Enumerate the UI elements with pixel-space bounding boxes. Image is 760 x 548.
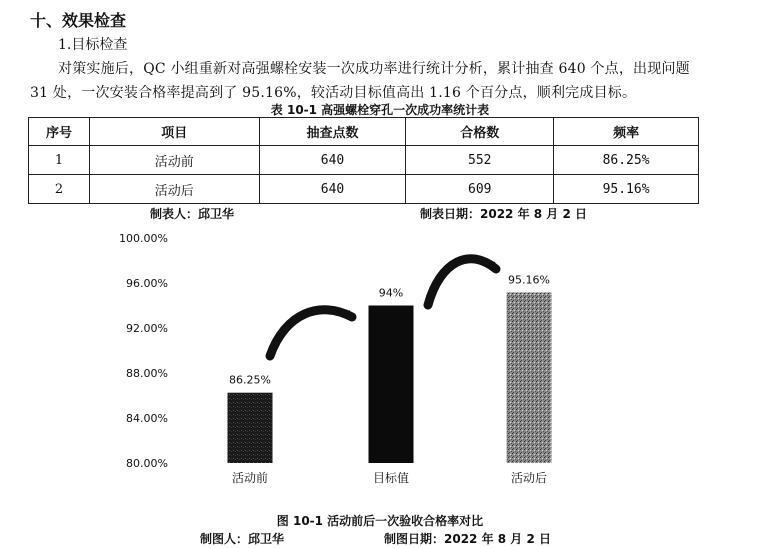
header-item: 项目: [89, 118, 259, 146]
cell-item: 活动前: [89, 146, 259, 175]
figure-maker: 制图人：邱卫华: [200, 532, 285, 546]
data-label: 86.25%: [229, 373, 271, 387]
table-header-row: [29, 118, 699, 146]
figure-date: 制图日期：2022 年 8 月 2 日: [384, 532, 551, 546]
table-date: 制表日期：2022 年 8 月 2 日: [420, 207, 587, 221]
y-tick-label: 88.00%: [126, 367, 168, 380]
header-pass-count: 合格数: [406, 118, 554, 146]
cell-sample-count: 640: [259, 175, 406, 204]
trend-arrow-1: [270, 310, 352, 356]
stats-table: [28, 117, 699, 204]
cell-pass-count: 609: [406, 175, 554, 204]
bar-2: [369, 306, 414, 464]
y-tick-label: 84.00%: [126, 412, 168, 425]
header-rate: 频率: [554, 118, 699, 146]
trend-arrow-2: [428, 259, 496, 305]
cell-sample-count: 640: [259, 146, 406, 175]
y-tick-label: 96.00%: [126, 277, 168, 290]
bar-1: [228, 393, 273, 463]
cell-pass-count: 552: [406, 146, 554, 175]
cell-rate: 95.16%: [554, 175, 699, 204]
table-maker: 制表人：邱卫华: [150, 207, 235, 221]
x-category-label: 活动后: [510, 471, 548, 485]
cell-item: 活动后: [89, 175, 259, 204]
x-category-label: 目标值: [372, 471, 410, 485]
figure-caption: 图 10-1 活动前后一次验收合格率对比: [276, 514, 484, 528]
subsection-heading: 1.目标检查: [58, 37, 128, 53]
y-tick-label: 92.00%: [126, 322, 168, 335]
header-index: 序号: [29, 118, 90, 146]
section-heading: 十、效果检查: [30, 11, 127, 30]
cell-index: 1: [29, 146, 90, 175]
paragraph-line-1: 对策实施后，QC 小组重新对高强螺栓安装一次成功率进行统计分析，累计抽查 640 个点，出现问题: [58, 61, 690, 77]
table-row: [29, 146, 699, 175]
paragraph-line-2: 31 处，一次安装合格率提高到了 95.16%，较活动目标值高出 1.16 个百分点，顺利完成目标。: [30, 85, 637, 101]
table-row: [29, 175, 699, 204]
data-label: 95.16%: [508, 273, 550, 287]
y-tick-label: 80.00%: [126, 457, 168, 470]
cell-index: 2: [29, 175, 90, 204]
cell-rate: 86.25%: [554, 146, 699, 175]
bar-3: [507, 292, 552, 463]
table-caption: 表 10-1 高强螺栓穿孔一次成功率统计表: [270, 103, 490, 117]
header-sample-count: 抽查点数: [259, 118, 406, 146]
success-rate-bar-chart: [0, 225, 760, 510]
data-label: 94%: [378, 286, 404, 300]
x-category-label: 活动前: [231, 471, 269, 485]
y-tick-label: 100.00%: [119, 232, 168, 245]
